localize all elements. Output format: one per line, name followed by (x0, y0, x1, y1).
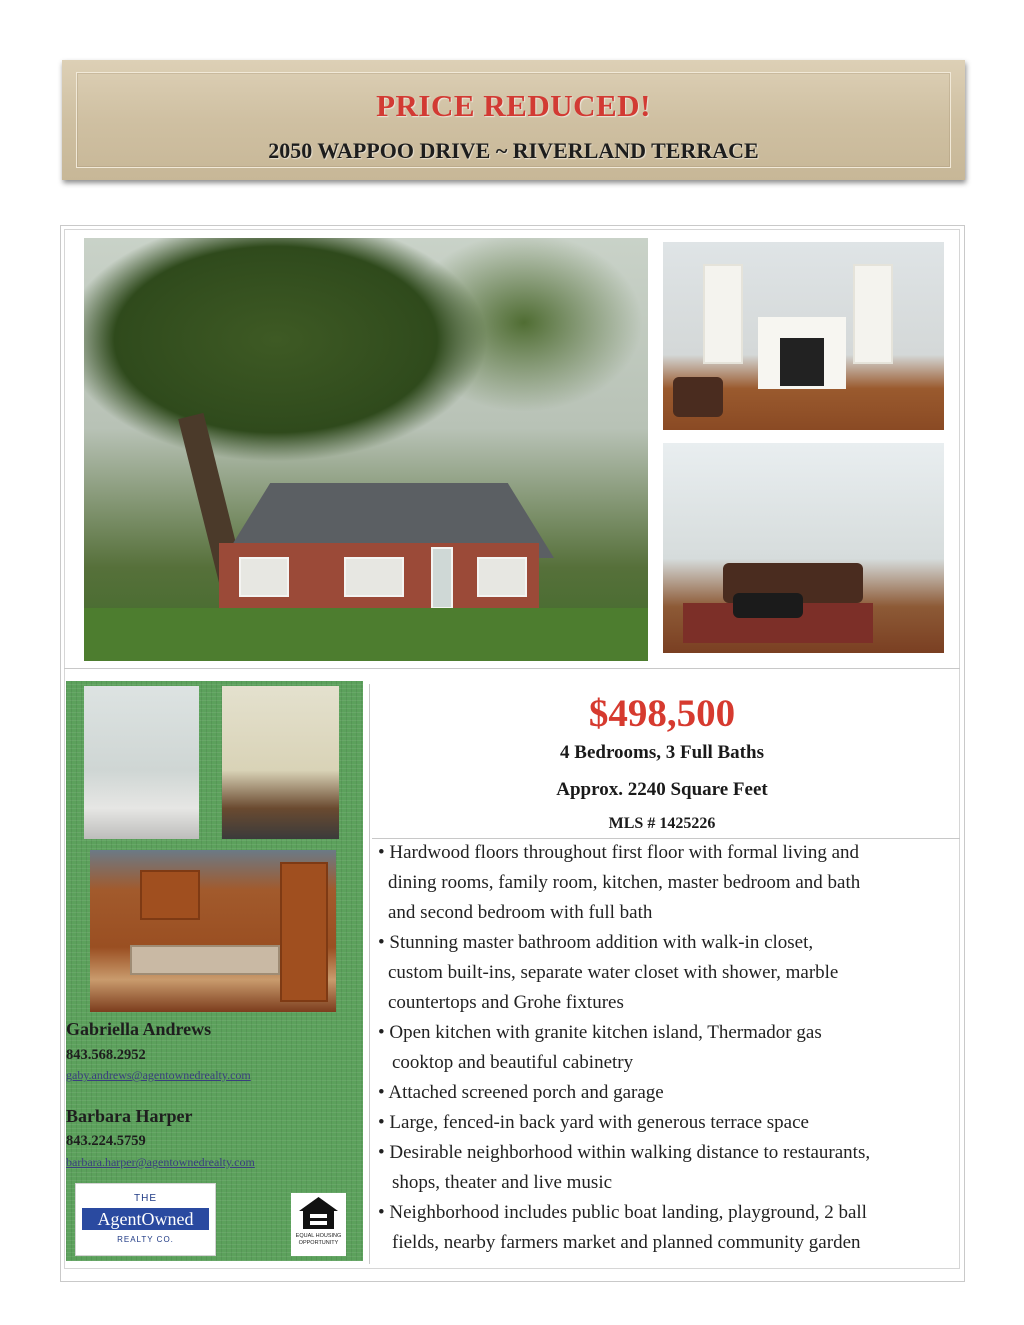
coffee-table (733, 593, 803, 618)
feature-line: • Hardwood floors throughout first floor with formal living and (378, 842, 860, 863)
living-room-photo (663, 242, 944, 430)
kitchen-island (130, 945, 280, 975)
feature-line: • Open kitchen with granite kitchen island, Thermador gas (378, 1022, 822, 1043)
feature-line: • Attached screened porch and garage (378, 1082, 664, 1103)
house-window (344, 557, 404, 597)
agent-phone: 843.224.5759 (66, 1133, 146, 1149)
kitchen-photo (90, 850, 336, 1012)
divider-vertical (369, 684, 370, 1264)
bathroom-photo (84, 686, 199, 839)
agent-name: Gabriella Andrews (66, 1019, 212, 1039)
feature-line: custom built-ins, separate water closet with shower, marble (388, 962, 839, 983)
agentowned-logo (75, 1183, 216, 1256)
feature-line: dining rooms, family room, kitchen, master bedroom and bath (388, 872, 861, 893)
listing-price: $498,500 (588, 692, 736, 735)
house-window (477, 557, 527, 597)
header-banner (62, 60, 965, 180)
divider-photos (64, 668, 960, 669)
armchair (673, 377, 723, 417)
bedroom-photo (222, 686, 339, 839)
feature-line: shops, theater and live music (392, 1172, 613, 1193)
property-address: 2050 WAPPOO DRIVE ~ RIVERLAND TERRACE (268, 138, 759, 163)
family-room-photo (663, 443, 944, 653)
agent-name: Barbara Harper (66, 1106, 193, 1126)
bookshelf (703, 264, 743, 364)
feature-line: countertops and Grohe fixtures (388, 992, 624, 1013)
agent-email-link[interactable]: barbara.harper@agentownedrealty.com (66, 1155, 255, 1169)
bookshelf (853, 264, 893, 364)
feature-line: fields, nearby farmers market and planned community garden (392, 1232, 861, 1253)
beds-baths: 4 Bedrooms, 3 Full Baths (560, 742, 764, 763)
front-lawn (84, 608, 648, 661)
agent-email-link[interactable]: gaby.andrews@agentownedrealty.com (66, 1068, 251, 1082)
divider-details (372, 838, 960, 839)
agent-phone: 843.568.2952 (66, 1047, 146, 1063)
equal-housing-logo (291, 1193, 346, 1256)
mls-number: MLS # 1425226 (608, 815, 716, 832)
equal-housing-icon (291, 1193, 346, 1233)
banner-title: PRICE REDUCED! (376, 88, 651, 123)
fireplace-opening (780, 338, 824, 386)
feature-line: • Large, fenced-in back yard with generous terrace space (378, 1112, 809, 1133)
exterior-photo (84, 238, 648, 661)
logo-realty-co: REALTY CO. (117, 1235, 174, 1244)
feature-line: • Neighborhood includes public boat landing, playground, 2 ball (378, 1202, 867, 1223)
feature-line: cooktop and beautiful cabinetry (392, 1052, 634, 1073)
square-footage: Approx. 2240 Square Feet (556, 779, 768, 800)
feature-line: • Desirable neighborhood within walking distance to restaurants, (378, 1142, 871, 1163)
house-window (239, 557, 289, 597)
logo-the: THE (134, 1193, 157, 1204)
kitchen-cabinet (140, 870, 200, 920)
feature-line: and second bedroom with full bath (388, 902, 653, 923)
feature-line: • Stunning master bathroom addition with walk-in closet, (378, 932, 814, 953)
equal-housing-label: EQUAL HOUSING OPPORTUNITY (295, 1233, 342, 1246)
pantry-cabinet (280, 862, 328, 1002)
logo-wordmark: AgentOwned (82, 1208, 209, 1230)
house-facade (219, 543, 539, 618)
house-door (431, 547, 453, 609)
